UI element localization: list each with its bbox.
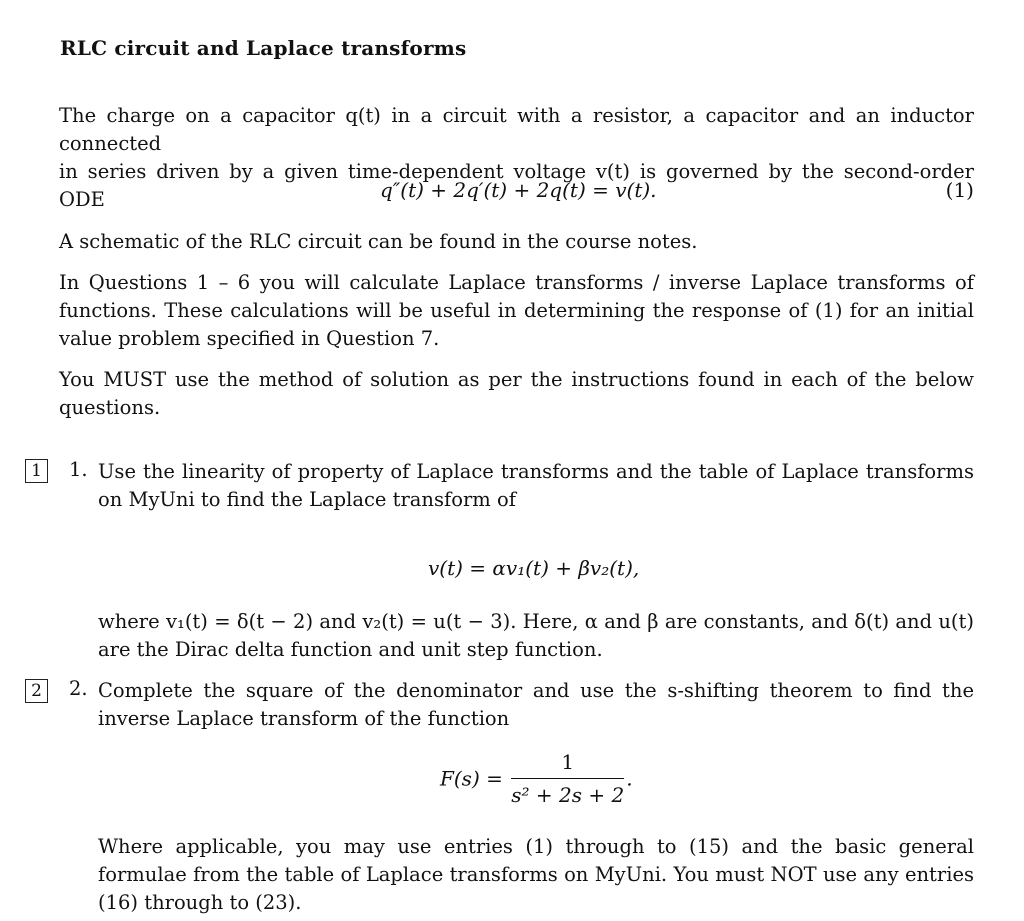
question-1-followup: where v₁(t) = δ(t − 2) and v₂(t) = u(t − 3). Here, α and β are constants, and δ(t) and u(t) are the Dirac delta function and unit step function. <box>98 610 974 661</box>
equation-number: (1) <box>945 178 974 202</box>
question-1-marker-box: 1 <box>25 459 48 483</box>
fraction-denominator: s² + 2s + 2 <box>511 783 625 807</box>
question-2-text: Complete the square of the denominator and use the s-shifting theorem to find the inverse Laplace transform of the function <box>98 679 974 730</box>
intro-paragraph-3: In Questions 1 – 6 you will calculate Laplace transforms / inverse Laplace transforms of functions. These calculations will be useful in determining the response of (1) for an initial value problem specified in Question 7. <box>59 271 974 350</box>
question-1-number: 1. <box>69 458 88 481</box>
ode-equation: q″(t) + 2q′(t) + 2q(t) = v(t). <box>380 178 657 202</box>
question-1-equation: v(t) = αv₁(t) + βv₂(t), <box>428 556 640 580</box>
question-2-marker-box: 2 <box>25 679 48 703</box>
fraction-numerator: 1 <box>511 750 624 779</box>
equation-lhs: F(s) = <box>440 766 503 791</box>
intro-paragraph-4: You MUST use the method of solution as per the instructions found in each of the below questions. <box>59 368 974 419</box>
page-title: RLC circuit and Laplace transforms <box>60 36 467 60</box>
question-2-number: 2. <box>69 677 88 700</box>
equation-period: . <box>626 766 633 791</box>
fraction <box>511 750 624 807</box>
intro-line-2: in series driven by a given time-dependent voltage v(t) is governed by the second-order ODE <box>59 160 974 211</box>
intro-paragraph-2: A schematic of the RLC circuit can be found in the course notes. <box>59 230 698 253</box>
question-1-text: Use the linearity of property of Laplace transforms and the table of Laplace transforms on MyUni to find the Laplace transform of <box>98 460 974 511</box>
intro-line-1: The charge on a capacitor q(t) in a circuit with a resistor, a capacitor and an inductor connected <box>59 104 974 155</box>
question-2-equation <box>440 750 633 807</box>
question-2-followup: Where applicable, you may use entries (1) through to (15) and the basic general formulae from the table of Laplace transforms on MyUni. You must NOT use any entries (16) through to (23). <box>98 835 974 914</box>
